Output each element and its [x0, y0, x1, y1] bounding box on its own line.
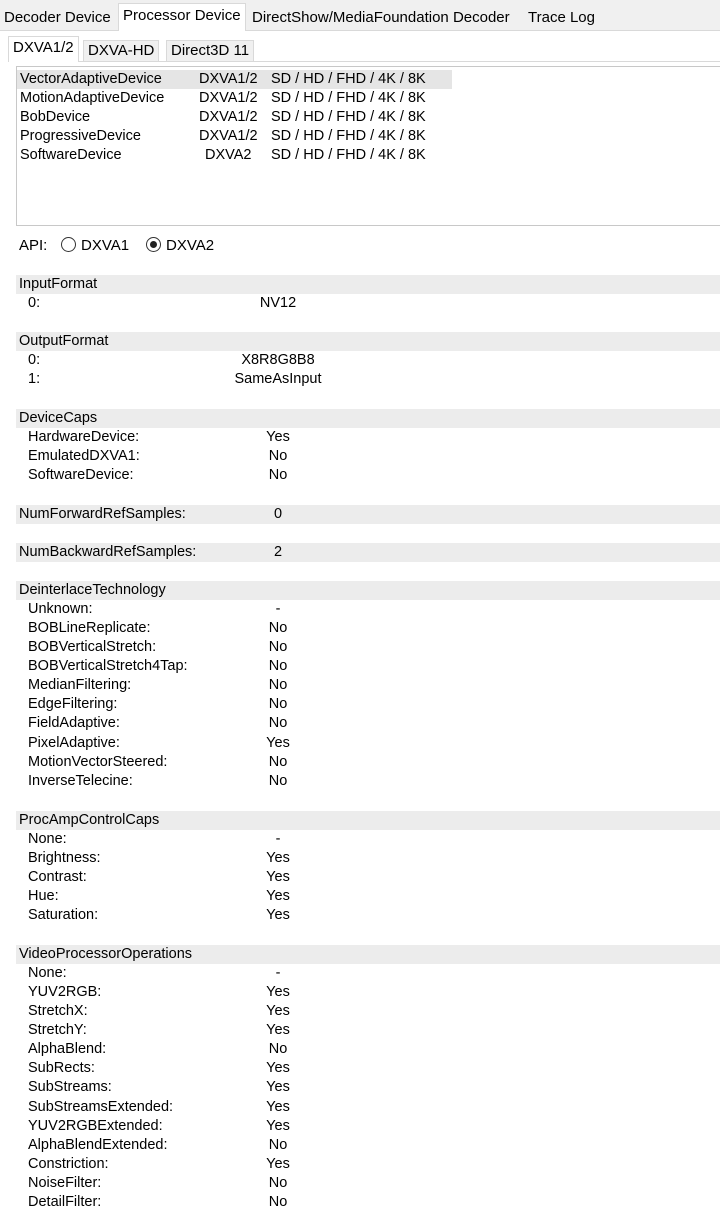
- vpops-value: No: [268, 1175, 288, 1191]
- vpops-value: Yes: [266, 1118, 290, 1134]
- input-format-label: 0:: [28, 295, 41, 311]
- device-name: SoftwareDevice: [20, 147, 122, 163]
- deinterlace-value: -: [275, 601, 281, 617]
- vpops-label: NoiseFilter:: [28, 1175, 102, 1191]
- deinterlace-value: No: [268, 773, 288, 789]
- device-row[interactable]: [17, 127, 452, 146]
- tab-directshow-mediafoundation-decoder[interactable]: DirectShow/MediaFoundation Decoder: [252, 9, 510, 26]
- num-forward-label: NumForwardRefSamples:: [19, 506, 186, 522]
- procamp-label: Contrast:: [28, 869, 87, 885]
- vpops-value: No: [268, 1137, 288, 1153]
- section-deinterlace-technology: DeinterlaceTechnology: [16, 581, 720, 600]
- procamp-value: Yes: [266, 869, 290, 885]
- input-format-value: NV12: [259, 295, 297, 311]
- vpops-label: SubStreamsExtended:: [28, 1099, 174, 1115]
- procamp-value: Yes: [266, 907, 290, 923]
- device-caps-value: Yes: [266, 429, 290, 445]
- device-name: BobDevice: [20, 109, 91, 125]
- radio-dxva2[interactable]: [146, 237, 161, 252]
- vpops-label: Constriction:: [28, 1156, 109, 1172]
- radio-dxva2-label[interactable]: DXVA2: [166, 237, 215, 254]
- deinterlace-value: No: [268, 639, 288, 655]
- device-caps-value: No: [268, 448, 288, 464]
- vpops-label: DetailFilter:: [28, 1194, 102, 1210]
- procamp-label: Hue:: [28, 888, 59, 904]
- vpops-value: No: [268, 1041, 288, 1057]
- output-format-label: 0:: [28, 352, 41, 368]
- device-row[interactable]: [17, 146, 452, 165]
- device-api: DXVA1/2: [199, 109, 258, 125]
- deinterlace-label: BOBVerticalStretch:: [28, 639, 157, 655]
- device-api: DXVA1/2: [199, 71, 258, 87]
- device-row[interactable]: [17, 70, 452, 89]
- procamp-label: Saturation:: [28, 907, 99, 923]
- procamp-value: -: [275, 831, 281, 847]
- section-procamp-control-caps: ProcAmpControlCaps: [16, 811, 720, 830]
- device-list[interactable]: [16, 66, 720, 226]
- deinterlace-value: No: [268, 715, 288, 731]
- top-tab-bar: [0, 0, 720, 31]
- deinterlace-label: PixelAdaptive:: [28, 735, 120, 751]
- device-resolutions: SD / HD / FHD / 4K / 8K: [271, 109, 426, 125]
- deinterlace-label: InverseTelecine:: [28, 773, 133, 789]
- vpops-value: Yes: [266, 1003, 290, 1019]
- deinterlace-label: EdgeFiltering:: [28, 696, 118, 712]
- device-resolutions: SD / HD / FHD / 4K / 8K: [271, 71, 426, 87]
- deinterlace-label: MedianFiltering:: [28, 677, 132, 693]
- device-api: DXVA1/2: [199, 128, 258, 144]
- device-caps-label: EmulatedDXVA1:: [28, 448, 140, 464]
- radio-dxva1-label[interactable]: DXVA1: [81, 237, 130, 254]
- section-num-backward-ref-samples: [16, 543, 720, 562]
- device-caps-label: SoftwareDevice:: [28, 467, 134, 483]
- vpops-value: Yes: [266, 984, 290, 1000]
- vpops-label: StretchX:: [28, 1003, 88, 1019]
- vpops-value: Yes: [266, 1022, 290, 1038]
- api-label: API:: [19, 237, 48, 254]
- device-row[interactable]: [17, 89, 452, 108]
- vpops-value: No: [268, 1194, 288, 1210]
- device-caps-label: HardwareDevice:: [28, 429, 140, 445]
- num-forward-value: 0: [273, 506, 283, 522]
- tab-trace-log[interactable]: Trace Log: [528, 9, 595, 26]
- device-api: DXVA1/2: [199, 90, 258, 106]
- device-api: DXVA2: [205, 147, 252, 163]
- device-caps-value: No: [268, 467, 288, 483]
- deinterlace-label: MotionVectorSteered:: [28, 754, 168, 770]
- section-num-forward-ref-samples: [16, 505, 720, 524]
- device-resolutions: SD / HD / FHD / 4K / 8K: [271, 90, 426, 106]
- tab-direct3d-11[interactable]: Direct3D 11: [166, 40, 254, 61]
- output-format-value: SameAsInput: [234, 371, 322, 387]
- tab-dxva-hd[interactable]: DXVA-HD: [83, 40, 159, 61]
- vpops-label: YUV2RGB:: [28, 984, 102, 1000]
- vpops-label: SubStreams:: [28, 1079, 112, 1095]
- deinterlace-value: No: [268, 620, 288, 636]
- section-device-caps: DeviceCaps: [16, 409, 720, 428]
- vpops-label: StretchY:: [28, 1022, 87, 1038]
- deinterlace-label: BOBVerticalStretch4Tap:: [28, 658, 188, 674]
- num-backward-value: 2: [273, 544, 283, 560]
- vpops-label: None:: [28, 965, 67, 981]
- device-resolutions: SD / HD / FHD / 4K / 8K: [271, 147, 426, 163]
- procamp-label: None:: [28, 831, 67, 847]
- vpops-label: SubRects:: [28, 1060, 95, 1076]
- vpops-label: AlphaBlend:: [28, 1041, 107, 1057]
- vpops-value: Yes: [266, 1099, 290, 1115]
- tab-dxva12[interactable]: DXVA1/2: [8, 36, 79, 62]
- tab-decoder-device[interactable]: Decoder Device: [4, 9, 111, 26]
- tab-processor-device[interactable]: Processor Device: [118, 3, 246, 31]
- radio-dxva1[interactable]: [61, 237, 76, 252]
- output-format-label: 1:: [28, 371, 41, 387]
- section-input-format: InputFormat: [16, 275, 720, 294]
- deinterlace-label: Unknown:: [28, 601, 93, 617]
- device-name: MotionAdaptiveDevice: [20, 90, 165, 106]
- device-name: VectorAdaptiveDevice: [20, 71, 162, 87]
- procamp-label: Brightness:: [28, 850, 101, 866]
- deinterlace-label: BOBLineReplicate:: [28, 620, 151, 636]
- num-backward-label: NumBackwardRefSamples:: [19, 544, 197, 560]
- deinterlace-value: No: [268, 677, 288, 693]
- device-row[interactable]: [17, 108, 452, 127]
- deinterlace-value: No: [268, 696, 288, 712]
- deinterlace-label: FieldAdaptive:: [28, 715, 120, 731]
- output-format-value: X8R8G8B8: [241, 352, 315, 368]
- vpops-value: Yes: [266, 1156, 290, 1172]
- vpops-label: YUV2RGBExtended:: [28, 1118, 163, 1134]
- section-output-format: OutputFormat: [16, 332, 720, 351]
- deinterlace-value: No: [268, 754, 288, 770]
- procamp-value: Yes: [266, 888, 290, 904]
- section-video-processor-operations: VideoProcessorOperations: [16, 945, 720, 964]
- vpops-value: -: [275, 965, 281, 981]
- device-name: ProgressiveDevice: [20, 128, 141, 144]
- device-resolutions: SD / HD / FHD / 4K / 8K: [271, 128, 426, 144]
- deinterlace-value: No: [268, 658, 288, 674]
- vpops-value: Yes: [266, 1060, 290, 1076]
- vpops-value: Yes: [266, 1079, 290, 1095]
- sub-tab-bar: [8, 36, 720, 62]
- deinterlace-value: Yes: [266, 735, 290, 751]
- vpops-label: AlphaBlendExtended:: [28, 1137, 168, 1153]
- procamp-value: Yes: [266, 850, 290, 866]
